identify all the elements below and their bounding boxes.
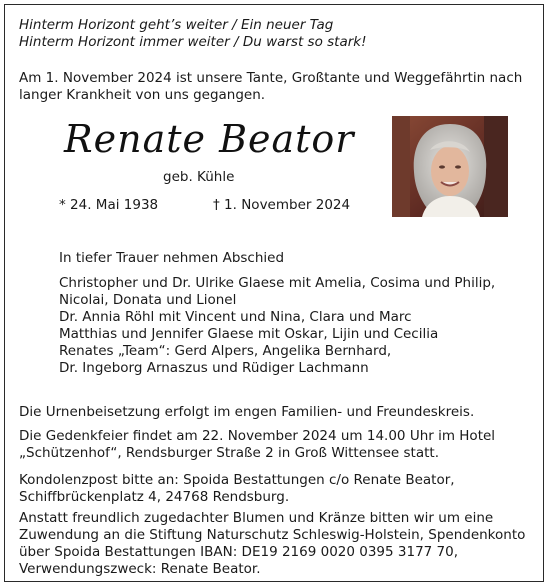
donation-request <box>19 510 525 578</box>
condolence-address <box>19 472 455 506</box>
donation-line: Zuwendung an die Stiftung Naturschutz Schleswig-Holstein, Spendenkonto <box>19 527 526 543</box>
memorial-line: „Schützenhof“, Rendsburger Straße 2 in Groß Wittensee statt. <box>19 445 440 461</box>
mourner-line: Dr. Annia Röhl mit Vincent und Nina, Clara und Marc <box>59 309 412 325</box>
condolence-line: Kondolenzpost bitte an: Spoida Bestattungen c/o Renate Beator, <box>19 472 455 488</box>
donation-line: über Spoida Bestattungen IBAN: DE19 2169 0020 0395 3177 70, <box>19 544 459 560</box>
mourners-list <box>59 275 495 377</box>
memorial-service-note <box>19 428 495 462</box>
obituary-notice <box>4 4 544 582</box>
memorial-line: Die Gedenkfeier findet am 22. November 2024 um 14.00 Uhr im Hotel <box>19 428 496 444</box>
birth-date: * 24. Mai 1938 <box>59 197 159 213</box>
quote-line: Hinterm Horizont geht’s weiter / Ein neuer Tag <box>19 17 334 33</box>
death-date: † 1. November 2024 <box>213 197 351 213</box>
portrait-image <box>392 116 508 217</box>
mourner-line: Christopher und Dr. Ulrike Glaese mit Amelia, Cosima und Philip, <box>59 275 496 291</box>
mourner-line: Matthias und Jennifer Glaese mit Oskar, Lijin und Cecilia <box>59 326 439 342</box>
portrait-photo <box>392 116 508 217</box>
mourner-line: Renates „Team“: Gerd Alpers, Angelika Bernhard, <box>59 343 392 359</box>
quote-line: Hinterm Horizont immer weiter / Du warst so stark! <box>19 34 367 50</box>
announcement-line: langer Krankheit von uns gegangen. <box>19 87 266 103</box>
condolence-line: Schiffbrückenplatz 4, 24768 Rendsburg. <box>19 489 290 505</box>
deceased-name: Renate Beator <box>64 117 355 161</box>
mourning-intro: In tiefer Trauer nehmen Abschied <box>59 250 285 266</box>
donation-line: Verwendungszweck: Renate Beator. <box>19 561 261 577</box>
death-announcement <box>19 70 522 104</box>
announcement-line: Am 1. November 2024 ist unsere Tante, Großtante und Weggefährtin nach <box>19 70 523 86</box>
epigraph-quote <box>19 17 367 51</box>
maiden-name: geb. Kühle <box>163 169 235 185</box>
donation-line: Anstatt freundlich zugedachter Blumen und Kränze bitten wir um eine <box>19 510 494 526</box>
mourner-line: Dr. Ingeborg Arnaszus und Rüdiger Lachmann <box>59 360 369 376</box>
urn-burial-note: Die Urnenbeisetzung erfolgt im engen Familien- und Freundeskreis. <box>19 404 475 420</box>
mourner-line: Nicolai, Donata und Lionel <box>59 292 237 308</box>
